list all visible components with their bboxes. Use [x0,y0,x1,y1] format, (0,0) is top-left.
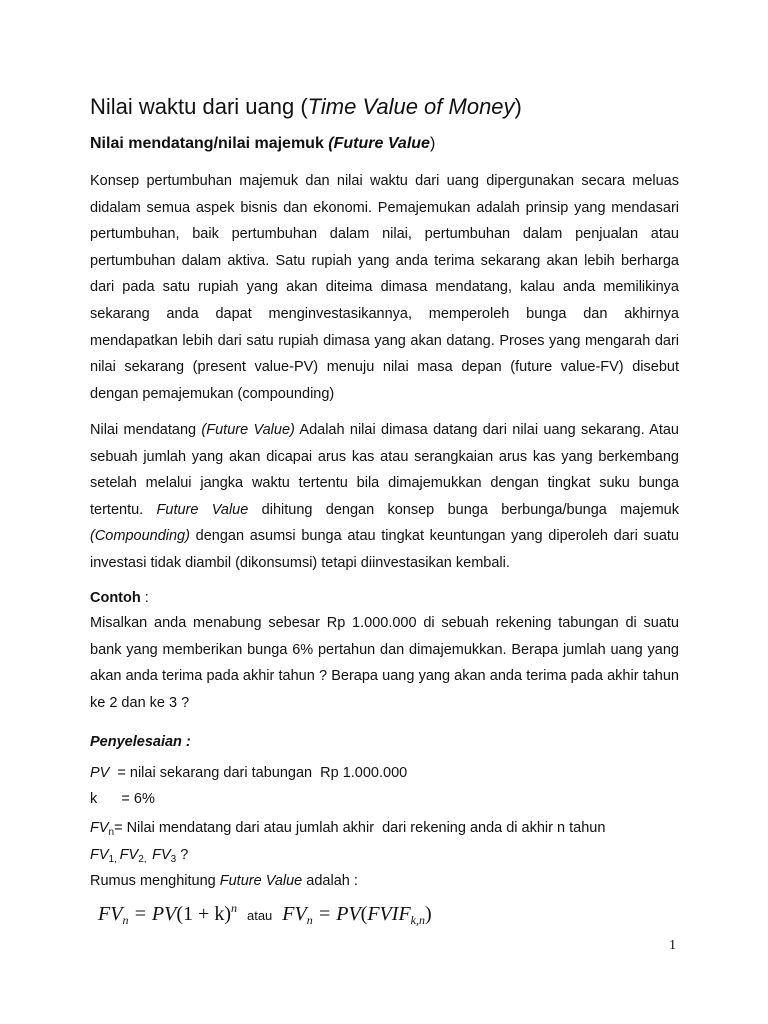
title-italic: Time Value of Money [307,94,515,119]
fv2-var: FV [119,847,139,863]
subtitle-suffix: ) [429,135,436,152]
contoh-label [90,585,149,612]
fvn-text: = Nilai mendatang dari atau jumlah akhir dari rekening anda di akhir n tahun [114,820,606,836]
fv2-sub: 2, [138,854,153,865]
penyelesaian-label: Penyelesaian : [90,734,191,750]
formula-left-fv: FV [98,903,123,925]
pv-var: PV [90,765,110,781]
rumus-italic: Future Value [219,873,303,889]
formula-right-eq: = PV [312,903,361,925]
p2-italic-1: (Future Value) [201,422,295,438]
k-var: k [90,791,98,807]
formula-left-eq: = PV [128,903,177,925]
formula-atau: atau [246,908,273,923]
document-page [90,0,679,1024]
fvn-var: FV [90,820,109,836]
fv1-var: FV [90,847,109,863]
pv-line [90,760,407,786]
fv3-sub: 3 [170,854,177,865]
formula-left-paren: (1 + k) [176,903,231,925]
p2-text-4: dengan asumsi bunga atau tingkat keuntungan yang diperoleh dari suatu investasi tidak diambil (dikonsumsi) tetapi diinvestasikan kembali. [90,528,679,571]
future-value-formula [98,898,432,932]
fvn-line [90,815,605,841]
pv-text: = nilai sekarang dari tabungan Rp 1.000.000 [109,765,408,781]
rumus-text-1: Rumus menghitung [90,873,220,889]
fv123-line [90,842,188,868]
k-line [90,786,155,812]
contoh-bold: Contoh [90,590,141,606]
p2-italic-2: Future Value [156,501,249,518]
formula-left-sub: n [122,913,129,927]
subtitle-prefix: Nilai mendatang/nilai majemuk [90,135,329,152]
formula-right-sub: n [306,913,313,927]
page-number: 1 [669,938,676,953]
formula-left-sup: n [230,901,237,915]
contoh-colon: : [140,590,149,606]
formula-right-fvif: FVIF [367,903,411,925]
contoh-paragraph: Misalkan anda menabung sebesar Rp 1.000.000 di sebuah rekening tabungan di suatu bank yang memberikan bunga 6% pertahun dan dimajemukkan. Berapa jumlah uang yang akan anda terima pada akhir tahun ? Berapa uang yang akan anda terima pada akhir tahun ke 2 dan ke 3 ? [90,615,679,711]
title-suffix: ) [514,94,522,119]
fvn-sub: n [108,827,115,838]
rumus-line [90,868,358,894]
paragraph-konsep: Konsep pertumbuhan majemuk dan nilai waktu dari uang dipergunakan secara meluas didalam semua aspek bisnis dan ekonomi. Pemajemukan adalah prinsip yang mendasari pertumbuhan, baik pertumbuhan dalam nilai, pertumbuhan dalam penjualan atau pertumbuhan dalam aktiva. Satu rupiah yang anda terima sekarang akan lebih berharga dari pada satu rupiah yang akan diteima dimasa mendatang, kalau anda memilikinya sekarang anda dapat menginvestasikannya, memperoleh bunga dan akhirnya mendapatkan lebih dari satu rupiah dimasa yang akan datang. Proses yang mengarah dari nilai sekarang (present value-PV) menuju nilai masa depan (future value-FV) disebut dengan pemajemukan (compounding) [90,173,679,402]
p2-text-1: Nilai mendatang [90,422,202,438]
paragraph-nilai-mendatang [90,417,679,577]
subtitle-italic: (Future Value [328,135,430,152]
rumus-text-2: adalah : [302,873,358,889]
fv123-question: ? [176,847,189,863]
p2-text-2: Adalah nilai dimasa datang dari nilai uang sekarang. Atau sebuah jumlah yang akan dicapai arus kas atau serangkaian arus kas yang berkembang setelah melalui jangka waktu tertentu bila dimajemukkan dengan tingkat suku bunga tertentu. [90,422,679,518]
fv1-sub: 1, [108,854,120,865]
p2-text-3: dihitung dengan konsep bunga berbunga/bunga majemuk [248,501,679,518]
page-title [90,92,522,122]
formula-right-close: ) [424,903,432,925]
title-prefix: Nilai waktu dari uang ( [90,94,308,119]
formula-right-fv: FV [282,903,307,925]
fv3-var: FV [152,847,171,863]
p2-italic-3: (Compounding) [90,528,190,545]
section-heading [90,131,435,157]
formula-right-open: ( [360,903,368,925]
k-text: = 6% [97,791,155,807]
formula-right-sub2: k,n [410,913,425,927]
